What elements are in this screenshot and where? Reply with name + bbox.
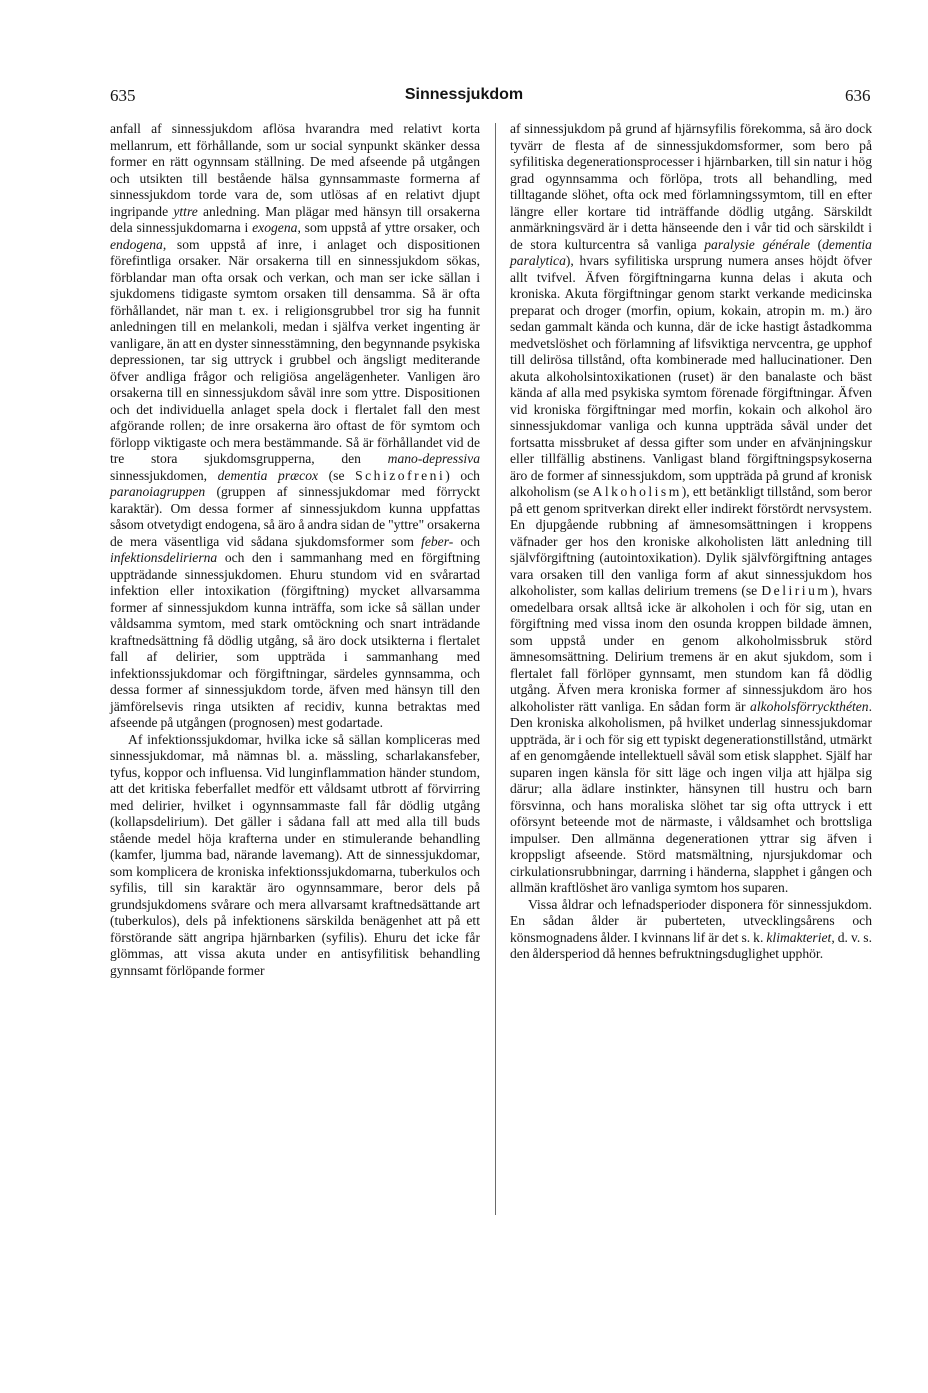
column-divider — [495, 123, 496, 1215]
left-column — [110, 121, 480, 979]
right-paragraph-2: Vissa åldrar och lefnadsperioder disponera för sinnessjukdom. En sådan ålder är puberteten, utvecklingsårens och könsmognadens ålder. I kvinnans lif är det s. k. klimakteriet, d. v. s. den åldersperiod då hennes befruktningsduglighet upphör. — [510, 896, 872, 961]
running-title: Sinnessjukdom — [404, 86, 524, 103]
left-paragraph-2: Af infektionssjukdomar, hvilka icke så sällan kompliceras med sinnessjukdomar, må nämnas bl. a. mässling, scharlakansfeber, tyfus, koppor och influensa. Vid lunginflammation händer stundom, att det kritiska feberfallet medför ett våldsamt utbrott af förvirring med delirier, hvilket i ogynnsammaste fall får dödlig utgång (kollapsdelirium). Det gäller i sådana fall att med alla till buds stående medel höja krafterna under en stimulerande behandling (kamfer, ljumma bad, närande lavemang). Att de sinnessjukdomar, som komplicera de kroniska infektionssjukdomarna, tuberkulos och syfilis, till sin karaktär äro ogynnsammare, beror dels på grundsjukdomens svårare och mera allvarsamt kraftnedsättande art (tuberkulos), dels på infektionens särskilda benägenhet att på ett förstörande sätt angripa hjärnbarken (syfilis). Ehuru det icke får glömmas, att vissa akuta under en antisyfilitisk behandling gynnsamt förlöpande former — [110, 731, 480, 978]
left-paragraph-1: anfall af sinnessjukdom aflösa hvarandra med relativt korta mellanrum, ett förhållande, som ur social synpunkt skänker dessa former en rätt ogynnsam ställning. De med afseende på utgången och utsikten till bestående hälsa gynnsammaste formerna af sinnessjukdom torde vara de, som utlösas af en relativt djupt ingripande yttre anledning. Man plägar med hänsyn till orsakerna dela sinnessjukdomarna i exogena, som uppstå af yttre orsaker, och endogena, som uppstå af inre, i anlaget och dispositionen förefintliga orsaker. När orsakerna till en sinnessjukdom sökas, förblandar man ofta orsak och verkan, och man ser icke sällan i sjukdomens tidigaste symtom orsaken till densamma. Så är ofta förhållandet, när man t. ex. i religionsgrubbel tror sig ha funnit anledningen till en melankoli, medan i själfva verket ingenting är vanligare, än att en dyster sinnesstämning, den begynnande psykiska depressionen, tar sig uttryck i grubbel och ängsligt mediterande öfver andliga frågor och religiösa angelägenheter. Vanligen äro orsakerna till en sinnessjukdom såväl inre som yttre. Dispositionen och det individuella anlaget spela dock i flertalet fall den mest afgörande rollen; de inre orsakerna äro oftast de för symtom och förlopp viktigaste och mera bestämmande. Så är förhållandet vid de tre stora sjukdomsgrupperna, den mano-depressiva sinnessjukdomen, dementia præcox (se Schizofreni) och paranoiagruppen (gruppen af sinnessjukdomar med förryckt karaktär). Om dessa former af sinnessjukdom kunna uppfattas såsom otvetydigt endogena, så äro å andra sidan de "yttre" orsakerna de mera väsentliga vid sådana sjukdomsformer som feber- och infektionsdelirierna och den i sammanhang med en förgiftning uppträdande sinnessjukdomen. Ehuru stundom vid en svårartad infektion eller intoxikation (förgiftning) mycket allvarsamma former af sinnessjukdom kunna inträffa, som icke så sällan under våldsamma symtom, med stark omtöckning och snart inträdande kraftnedsättning få dödlig utgång, så äro dock utsikterna i flertalet fall af delirier, som uppträda i sammanhang med infektionssjukdomar och förgiftningar, särdeles gynnsamma, och dessa former af sinnessjukdom torde, äfven med hänsyn till den jämförelsevis ringa utsikten af recidiv, kunna betraktas med afseende på utgången (prognosen) mest godartade. — [110, 121, 480, 730]
cross-reference: Alkoholism — [592, 484, 682, 499]
page-number-left: 635 — [110, 86, 136, 105]
cross-reference: Schizofreni — [355, 467, 446, 483]
page-header — [0, 86, 928, 110]
right-paragraph-1: af sinnessjukdom på grund af hjärnsyfilis förekomma, så äro dock tyvärr de flesta af de sinnessjukdomsformer, som bero på syfilitiska degenerationsprocesser i hjärnbarken, till sin natur i hög grad ogynnsamma och förlöpa, trots all behandling, med tilltagande slöhet, ofta ock med förlamningssymtom, till en efter längre eller kortare tid inträffande dödlig utgång. Särskildt anmärkningsvärd är i detta hänseende den i vår tid och särskildt i de stora kulturcentra så vanliga paralysie générale (dementia paralytica), hvars syfilitiska ursprung numera anses höjdt öfver allt tvifvel. Äfven förgiftningarna kunna delas i akuta och kroniska. Akuta förgiftningar genom starkt verkande medicinska preparat och droger (morfin, opium, kokain, atropin m. m.) äro sedan gammalt kända och kunna, där de icke hastigt åstadkomma medvetslöshet och förlamning af lifsviktiga nervcentra, ge upphof till delirösa tillstånd, ofta kombinerade med hallucinationer. Den akuta alkoholsintoxikationen (ruset) är den banalaste och bäst kända af alla med psykiska symtom förenade förgiftningar. Äfven vid kroniska förgiftningar med morfin, kokain och alkohol äro sinnessjukdomar vanliga och kunna uppträda såväl under det fortsatta missbruket af dessa gifter som under en afvänjningskur eller tillfällig abstinens. Vanligast bland förgiftningspsykoserna äro de former af sinnessjukdom, som uppträda på grund af kronisk alkoholism (se Alkoholism), ett betänkligt tillstånd, som beror på ett genom spritverkan direkt eller indirekt förstördt nervsystem. En djupgående rubbning af ämnesomsättningen i kroppens väfnader ger hos den kroniske alkoholisten lätt anledning till självförgiftning (autointoxikation). Dylik självförgiftning antages vara orsaken till den vanliga form af akut sinnessjukdom hos alkoholister, som kallas delirium tremens (se Delirium), hvars omedelbara orsak alltså icke är alkoholen i och för sig, utan en förgiftning med vissa inom den osunda kroppen bildade ämnen, som uppstå under en genom alkoholmissbruk störd ämnesomsättning. Delirium tremens är en akut sjukdom, som i flertalet fall förlöper gynnsamt, men stundom kan få dödlig utgång. Äfven mera kroniska former af sinnessjukdom äro hos alkoholister rätt vanliga. En sådan form är alkoholsförryckthéten. Den kroniska alkoholismen, på hvilket underlag sinnessjukdomar uppträda, är i och för sig ett typiskt degenerationstillstånd, utmärkt af en genomgående intellektuell såväl som etisk slapphet. Själf har suparen ingen känsla för sitt läge och ingen vilja att hjälpa sig därur; alla ädlare instinkter, hänsynen till hustru och barn försvinna, och hans moraliska slöhet tar sig ofta uttryck i ett oförsynt beteende mot de närmaste, i våldsamhet och brottsliga impulser. Den allmänna degenerationen yttrar sig äfven i kroppsligt afseende. Störd matsmältning, njursjukdomar och cirkulationsrubbningar, darrning i händerna, slapphet i gången och allmän kraftlöshet äro vanliga symtom hos suparen. — [510, 121, 872, 895]
page-number-right: 636 — [845, 86, 871, 105]
cross-reference: Delirium — [761, 583, 831, 598]
right-column — [510, 121, 872, 963]
